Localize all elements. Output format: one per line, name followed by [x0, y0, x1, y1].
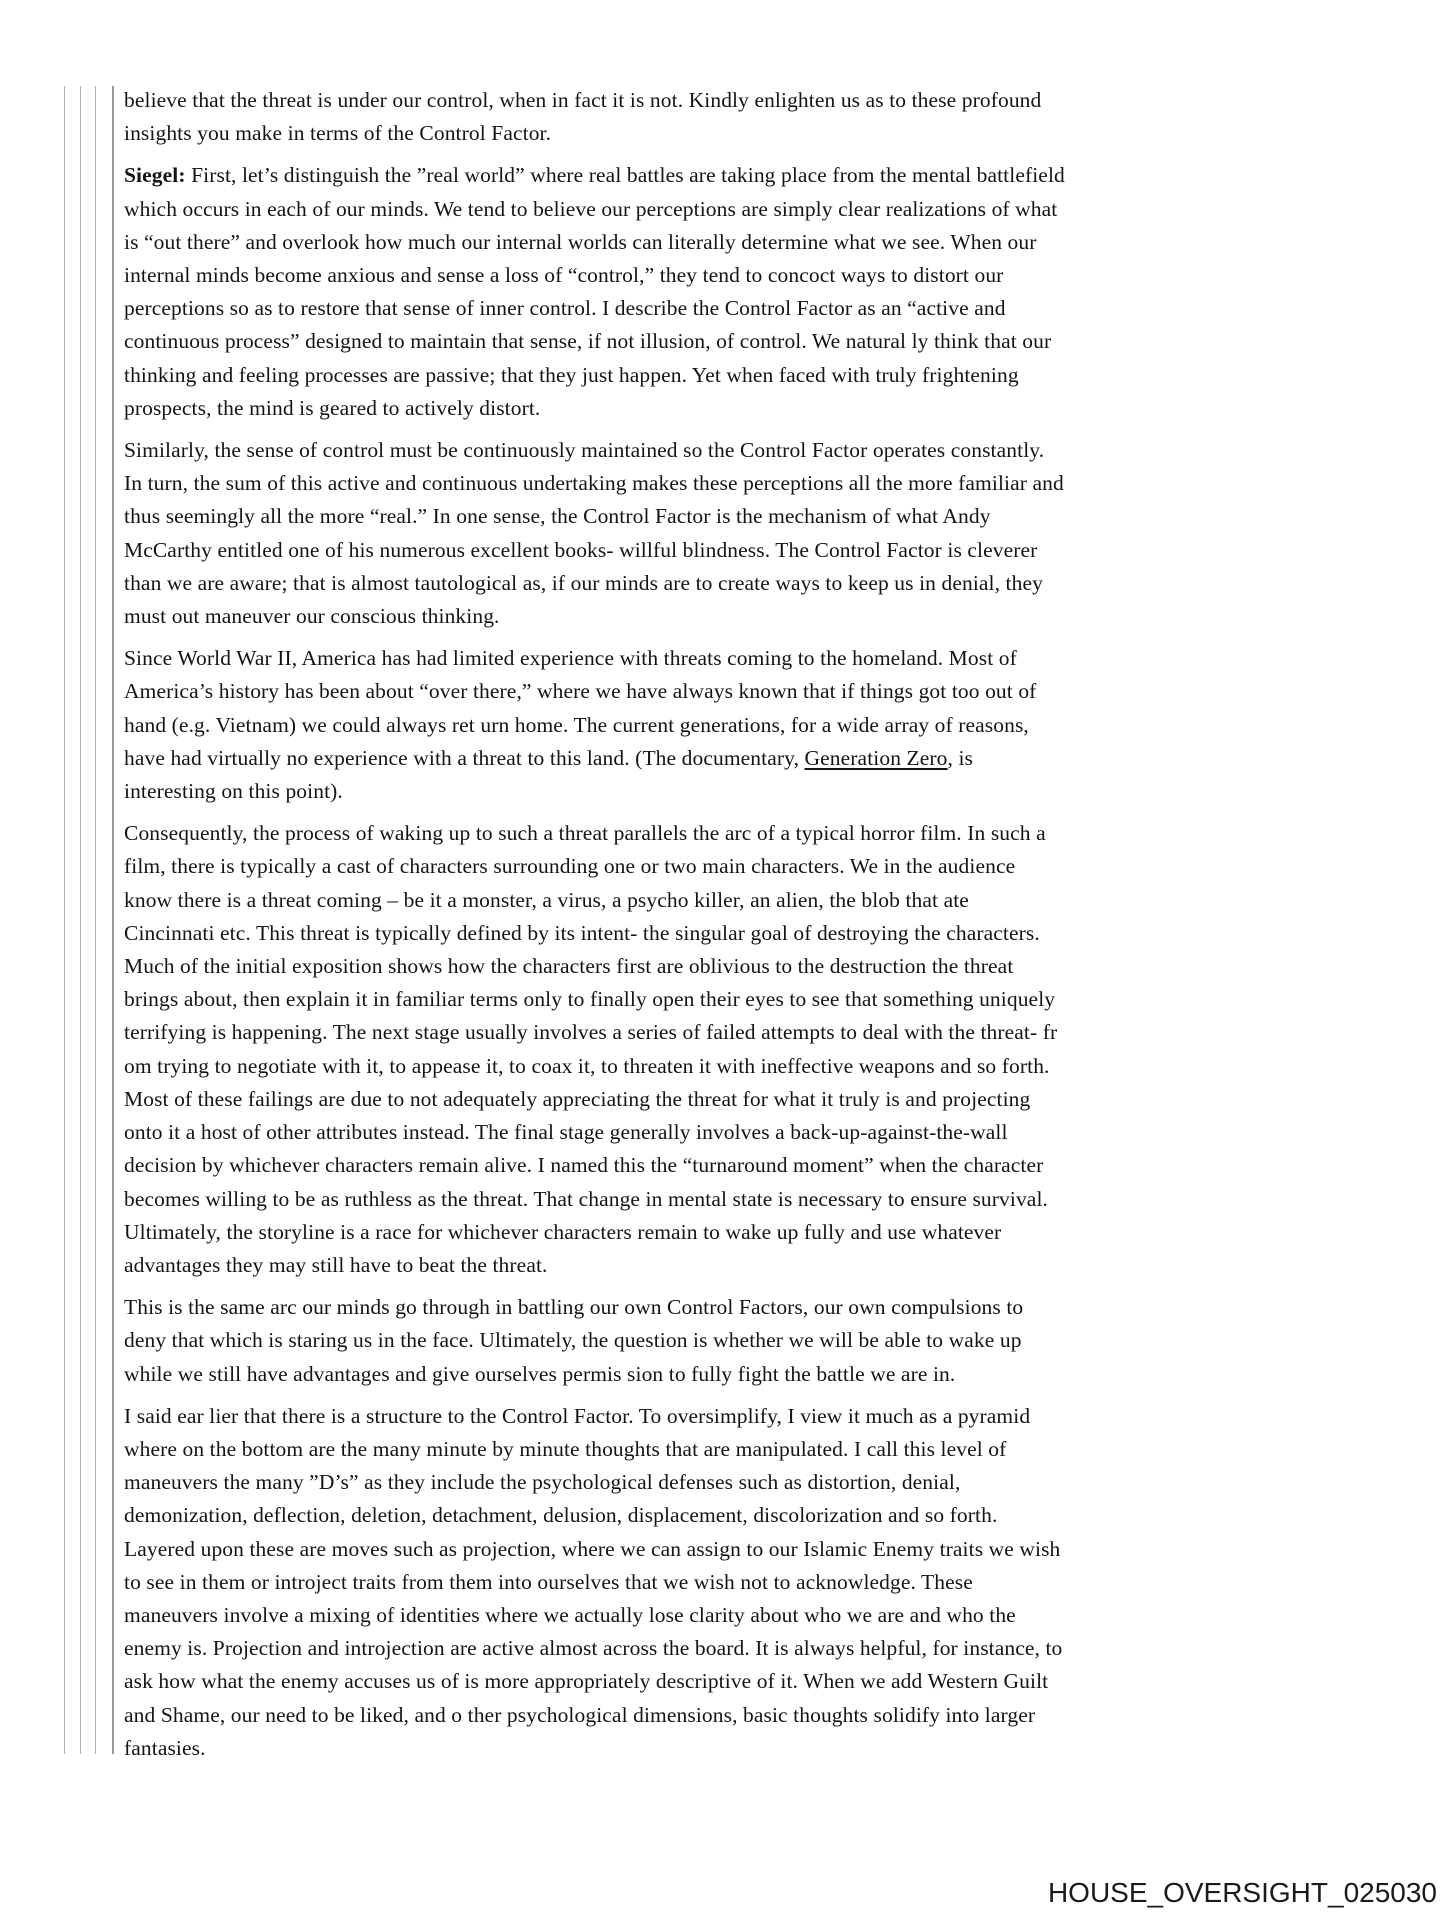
- text-line: perceptions so as to restore that sense of inner control. I describe the Control Factor as an “active and: [124, 296, 1006, 321]
- paragraph: [124, 84, 1304, 150]
- text-line: internal minds become anxious and sense a loss of “control,” they tend to concoct ways to distort our: [124, 263, 1004, 288]
- paragraph: [124, 1400, 1304, 1765]
- text-line: advantages they may still have to beat the threat.: [124, 1252, 548, 1277]
- text-line: thus seemingly all the more “real.” In one sense, the Control Factor is the mechanism of what Andy: [124, 504, 991, 529]
- underlined-title: Generation Zero: [804, 745, 948, 770]
- paragraph: [124, 1291, 1304, 1391]
- margin-rule: [80, 86, 81, 1754]
- text-line: demonization, deflection, deletion, detachment, delusion, displacement, discolorization and so forth.: [124, 1503, 998, 1528]
- text-line: where on the bottom are the many minute by minute thoughts that are manipulated. I call this level of: [124, 1436, 1007, 1461]
- text-line: decision by whichever characters remain alive. I named this the “turnaround moment” when the character: [124, 1153, 1044, 1178]
- text-line: becomes willing to be as ruthless as the threat. That change in mental state is necessary to ensure survival.: [124, 1186, 1048, 1211]
- text-line: enemy is. Projection and introjection are active almost across the board. It is always helpful, for instance, to: [124, 1636, 1063, 1661]
- text-line: interesting on this point).: [124, 779, 343, 804]
- bates-number: HOUSE_OVERSIGHT_025030: [1047, 1877, 1437, 1908]
- text-line: is “out there” and overlook how much our internal worlds can literally determine what we see. When our: [124, 229, 1037, 254]
- text-line: om trying to negotiate with it, to appease it, to coax it, to threaten it with ineffective weapons and so forth.: [124, 1053, 1050, 1078]
- text-line: terrifying is happening. The next stage usually involves a series of failed attempts to deal with the threat- fr: [124, 1020, 1058, 1045]
- text-line: Similarly, the sense of control must be continuously maintained so the Control Factor operates constantly.: [124, 438, 1045, 463]
- text-line: prospects, the mind is geared to actively distort.: [124, 395, 541, 420]
- text-line: know there is a threat coming – be it a monster, a virus, a psycho killer, an alien, the blob that ate: [124, 887, 969, 912]
- text-line: believe that the threat is under our control, when in fact it is not. Kindly enlighten us as to these profound: [124, 88, 1042, 112]
- text-line: while we still have advantages and give ourselves permis sion to fully fight the battle we are in.: [124, 1361, 956, 1386]
- text-line: to see in them or introject traits from them into ourselves that we wish not to acknowledge. These: [124, 1569, 973, 1594]
- document-text: [124, 84, 1304, 1765]
- text-line: fantasies.: [124, 1735, 206, 1760]
- text-line: film, there is typically a cast of characters surrounding one or two main characters. We in the audience: [124, 854, 1016, 879]
- margin-rule: [95, 86, 96, 1754]
- text-line: America’s history has been about “over there,” where we have always known that if things got too out of: [124, 679, 1037, 704]
- paragraph: [124, 159, 1304, 425]
- text-line: ask how what the enemy accuses us of is more appropriately descriptive of it. When we add Western Guilt: [124, 1669, 1049, 1694]
- text-line: Cincinnati etc. This threat is typically defined by its intent- the singular goal of destroying the characters.: [124, 920, 1040, 945]
- left-margin-rules: [0, 86, 130, 1754]
- text-line: Most of these failings are due to not adequately appreciating the threat for what it truly is and projecting: [124, 1086, 1031, 1111]
- margin-rule: [64, 86, 65, 1754]
- margin-rule: [112, 86, 114, 1754]
- text-line: insights you make in terms of the Control Factor.: [124, 121, 552, 146]
- text-line: hand (e.g. Vietnam) we could always ret urn home. The current generations, for a wide array of reasons,: [124, 712, 1029, 737]
- text-line: In turn, the sum of this active and continuous undertaking makes these perceptions all the more familiar and: [124, 471, 1064, 496]
- text-line: than we are aware; that is almost tautological as, if our minds are to create ways to keep us in denial, they: [124, 570, 1043, 595]
- text-line: which occurs in each of our minds. We tend to believe our perceptions are simply clear realizations of what: [124, 196, 1058, 221]
- text-line: This is the same arc our minds go through in battling our own Control Factors, our own compulsions to: [124, 1295, 1024, 1320]
- text-line: Layered upon these are moves such as projection, where we can assign to our Islamic Enemy traits we wish: [124, 1536, 1061, 1561]
- paragraph: [124, 434, 1304, 633]
- text-line: and Shame, our need to be liked, and o ther psychological dimensions, basic thoughts solidify into larger: [124, 1702, 1036, 1727]
- text-line: brings about, then explain it in familiar terms only to finally open their eyes to see that something uniquely: [124, 987, 1056, 1012]
- text-line: continuous process” designed to maintain that sense, if not illusion, of control. We natural ly think that our: [124, 329, 1052, 354]
- text-line: maneuvers the many ”D’s” as they include the psychological defenses such as distortion, denial,: [124, 1470, 961, 1495]
- text-line: deny that which is staring us in the face. Ultimately, the question is whether we will be able to wake up: [124, 1328, 1022, 1353]
- text-line: Consequently, the process of waking up to such a threat parallels the arc of a typical horror film. In such a: [124, 821, 1046, 846]
- text-line: thinking and feeling processes are passive; that they just happen. Yet when faced with truly frightening: [124, 362, 1019, 387]
- text-line: Since World War II, America has had limited experience with threats coming to the homeland. Most of: [124, 646, 1017, 671]
- paragraph: [124, 642, 1304, 808]
- text-line: I said ear lier that there is a structure to the Control Factor. To oversimplify, I view it much as a pyramid: [124, 1403, 1031, 1428]
- speaker-label: Siegel:: [124, 163, 186, 188]
- text-line: maneuvers involve a mixing of identities where we actually lose clarity about who we are and who the: [124, 1602, 1016, 1627]
- text-line: onto it a host of other attributes instead. The final stage generally involves a back-up-against-the-wall: [124, 1120, 1008, 1145]
- text-line: Much of the initial exposition shows how the characters first are oblivious to the destruction the threat: [124, 954, 1014, 979]
- paragraph: [124, 817, 1304, 1282]
- text-line: Siegel: First, let’s distinguish the ”real world” where real battles are taking place from the mental battlefield: [124, 163, 1065, 188]
- text-line: have had virtually no experience with a threat to this land. (The documentary, Generation Zero, is: [124, 745, 974, 770]
- text-line: Ultimately, the storyline is a race for whichever characters remain to wake up fully and use whatever: [124, 1219, 1002, 1244]
- text-line: must out maneuver our conscious thinking.: [124, 604, 500, 629]
- text-line: McCarthy entitled one of his numerous excellent books- willful blindness. The Control Factor is cleverer: [124, 537, 1038, 562]
